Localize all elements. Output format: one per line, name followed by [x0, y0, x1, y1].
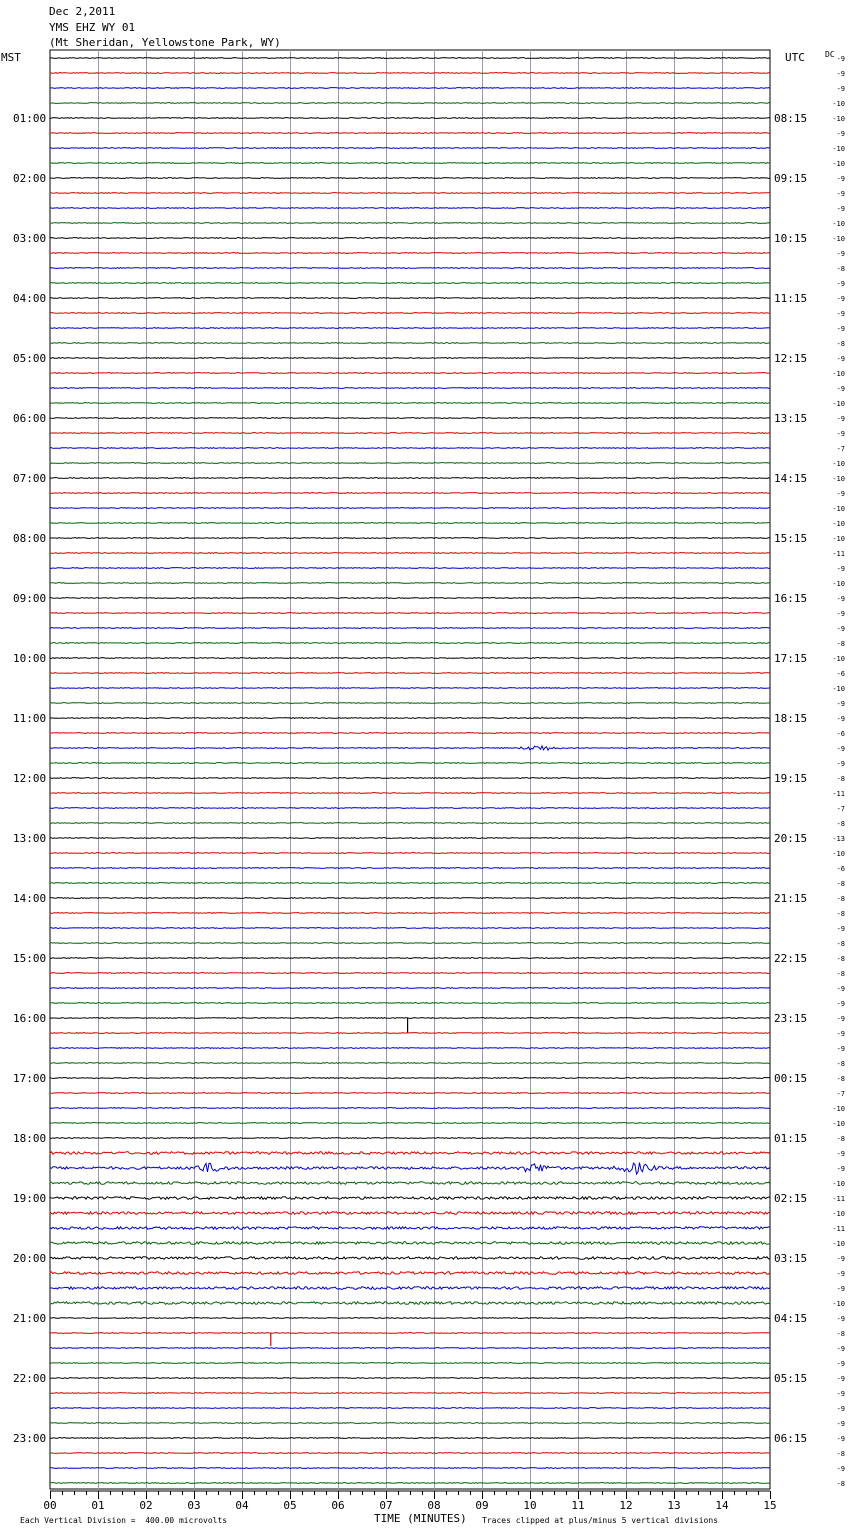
- trace-line: [50, 1423, 770, 1424]
- trace-line: [50, 988, 770, 989]
- dc-offset-label: -8: [836, 1060, 845, 1068]
- trace-line: [50, 373, 770, 374]
- dc-offset-label: -10: [832, 220, 845, 228]
- dc-offset-label: -9: [836, 250, 845, 258]
- hour-label-mst: 11:00: [13, 712, 47, 725]
- dc-offset-label: -10: [832, 1180, 845, 1188]
- trace-line: [50, 583, 770, 584]
- dc-offset-label: -9: [836, 1405, 845, 1413]
- dc-offset-label: -9: [836, 70, 845, 78]
- trace-line: [50, 898, 770, 899]
- x-tick-label: 05: [283, 1499, 297, 1512]
- trace-line: [50, 118, 770, 119]
- trace-line: [50, 178, 770, 179]
- hour-label-mst: 15:00: [13, 952, 47, 965]
- hour-label-mst: 22:00: [13, 1372, 47, 1385]
- dc-offset-label: -9: [836, 295, 845, 303]
- dc-offset-label: -10: [832, 370, 845, 378]
- dc-offset-label: -8: [836, 1075, 845, 1083]
- dc-offset-label: -9: [836, 700, 845, 708]
- dc-offset-label: -9: [836, 1000, 845, 1008]
- hour-label-utc: 09:15: [774, 172, 808, 185]
- dc-offset-label: -9: [836, 1045, 845, 1053]
- dc-offset-label: -10: [832, 1210, 845, 1218]
- dc-offset-label: -9: [836, 760, 845, 768]
- trace-line: [50, 688, 770, 689]
- hour-label-mst: 12:00: [13, 772, 47, 785]
- hour-label-mst: 06:00: [13, 412, 47, 425]
- dc-offset-label: -9: [836, 130, 845, 138]
- dc-offset-label: -9: [836, 745, 845, 753]
- trace-line: [50, 1108, 770, 1109]
- hour-label-utc: 08:15: [774, 112, 808, 125]
- dc-offset-label: -9: [836, 1420, 845, 1428]
- hour-label-mst: 07:00: [13, 472, 47, 485]
- dc-offset-label: -10: [832, 100, 845, 108]
- x-tick-label: 07: [379, 1499, 393, 1512]
- dc-offset-label: -9: [836, 85, 845, 93]
- dc-offset-label: -8: [836, 895, 845, 903]
- trace-line: [50, 1197, 770, 1200]
- hour-label-utc: 18:15: [774, 712, 808, 725]
- dc-offset-label: -11: [832, 1225, 845, 1233]
- dc-offset-label: -9: [836, 1150, 845, 1158]
- trace-line: [50, 883, 770, 884]
- hour-label-utc: 17:15: [774, 652, 808, 665]
- hour-label-utc: 01:15: [774, 1132, 808, 1145]
- dc-offset-label: -8: [836, 1330, 845, 1338]
- dc-offset-label: -10: [832, 520, 845, 528]
- hour-label-mst: 14:00: [13, 892, 47, 905]
- right-timezone: UTC: [785, 51, 805, 64]
- dc-offset-label: -6: [836, 730, 845, 738]
- hour-label-utc: 10:15: [774, 232, 808, 245]
- trace-line: [50, 808, 770, 809]
- trace-line: [50, 433, 770, 434]
- dc-offset-label: -9: [836, 190, 845, 198]
- dc-offset-label: -9: [836, 565, 845, 573]
- trace-line: [50, 523, 770, 524]
- station-code: YMS EHZ WY 01: [49, 21, 136, 34]
- dc-offset-label: -9: [836, 1270, 845, 1278]
- trace-line: [50, 208, 770, 209]
- trace-line: [50, 1483, 770, 1484]
- trace-line: [50, 193, 770, 194]
- dc-offset-label: -6: [836, 865, 845, 873]
- clip-note: Traces clipped at plus/minus 5 vertical divisions: [482, 1516, 719, 1525]
- trace-line: [50, 1272, 770, 1275]
- trace-line: [50, 388, 770, 389]
- dc-offset-label: -10: [832, 1120, 845, 1128]
- trace-line: [50, 1318, 770, 1319]
- hour-label-mst: 02:00: [13, 172, 47, 185]
- dc-offset-label: -9: [836, 1315, 845, 1323]
- dc-offset-label: -11: [832, 790, 845, 798]
- dc-offset-label: -11: [832, 1195, 845, 1203]
- dc-offset-label: -9: [836, 355, 845, 363]
- dc-offset-label: -10: [832, 235, 845, 243]
- trace-line: [50, 508, 770, 509]
- trace-line: [50, 1257, 770, 1260]
- dc-offset-label: -9: [836, 715, 845, 723]
- hour-label-mst: 09:00: [13, 592, 47, 605]
- trace-line: [50, 343, 770, 344]
- trace-line: [50, 1333, 770, 1334]
- dc-offset-label: -6: [836, 670, 845, 678]
- dc-offset-label: -9: [836, 985, 845, 993]
- trace-line: [50, 1408, 770, 1409]
- dc-offset-label: -10: [832, 850, 845, 858]
- trace-line: [50, 73, 770, 74]
- trace-line: [50, 238, 770, 239]
- trace-line: [50, 1348, 770, 1349]
- dc-offset-label: -9: [836, 1030, 845, 1038]
- dc-offset-label: -9: [836, 1285, 845, 1293]
- trace-line: [50, 268, 770, 269]
- trace-line: [50, 823, 770, 824]
- trace-line: [50, 493, 770, 494]
- trace-line: [50, 1138, 770, 1139]
- hour-label-mst: 05:00: [13, 352, 47, 365]
- trace-line: [50, 1123, 770, 1124]
- dc-offset-label: -9: [836, 385, 845, 393]
- dc-offset-label: -10: [832, 115, 845, 123]
- trace-line: [50, 1078, 770, 1079]
- dc-offset-label: -9: [836, 55, 845, 63]
- hour-label-mst: 04:00: [13, 292, 47, 305]
- trace-line: [50, 838, 770, 839]
- trace-line: [50, 88, 770, 89]
- trace-line: [50, 1438, 770, 1439]
- trace-line: [50, 1018, 770, 1019]
- hour-label-utc: 15:15: [774, 532, 808, 545]
- hour-label-utc: 04:15: [774, 1312, 808, 1325]
- hour-label-utc: 03:15: [774, 1252, 808, 1265]
- hour-label-utc: 00:15: [774, 1072, 808, 1085]
- trace-line: [50, 1033, 770, 1034]
- trace-line: [50, 778, 770, 779]
- hour-label-utc: 20:15: [774, 832, 808, 845]
- trace-line: [50, 868, 770, 869]
- x-tick-label: 14: [715, 1499, 729, 1512]
- dc-offset-label: -9: [836, 1255, 845, 1263]
- trace-line: [50, 793, 770, 794]
- trace-line: [50, 958, 770, 959]
- dc-offset-label: -9: [836, 430, 845, 438]
- hour-label-utc: 02:15: [774, 1192, 808, 1205]
- dc-offset-label: -8: [836, 265, 845, 273]
- dc-offset-label: -9: [836, 595, 845, 603]
- dc-label: DC: [825, 50, 835, 59]
- trace-line: [50, 1003, 770, 1004]
- hour-label-mst: 23:00: [13, 1432, 47, 1445]
- dc-offset-label: -10: [832, 160, 845, 168]
- trace-line: [50, 1378, 770, 1379]
- x-tick-label: 04: [235, 1499, 249, 1512]
- trace-line: [50, 313, 770, 314]
- trace-line: [50, 1152, 770, 1155]
- x-tick-label: 10: [523, 1499, 537, 1512]
- trace-line: [50, 283, 770, 284]
- trace-line: [50, 223, 770, 224]
- dc-offset-label: -9: [836, 1345, 845, 1353]
- dc-offset-label: -9: [836, 625, 845, 633]
- trace-line: [50, 328, 770, 329]
- x-tick-label: 09: [475, 1499, 489, 1512]
- trace-line: [50, 1212, 770, 1215]
- dc-offset-label: -10: [832, 505, 845, 513]
- trace-line: [50, 1302, 770, 1305]
- trace-line: [50, 703, 770, 704]
- hour-label-mst: 19:00: [13, 1192, 47, 1205]
- trace-line: [50, 448, 770, 449]
- dc-offset-label: -9: [836, 1375, 845, 1383]
- trace-line: [50, 1093, 770, 1094]
- dc-offset-label: -8: [836, 820, 845, 828]
- dc-offset-label: -10: [832, 1240, 845, 1248]
- trace-line: [50, 103, 770, 104]
- trace-line: [50, 1063, 770, 1064]
- trace-line: [50, 913, 770, 914]
- trace-line: [50, 148, 770, 149]
- hour-label-mst: 13:00: [13, 832, 47, 845]
- hour-label-utc: 06:15: [774, 1432, 808, 1445]
- hour-label-utc: 23:15: [774, 1012, 808, 1025]
- dc-offset-label: -9: [836, 205, 845, 213]
- x-tick-label: 01: [91, 1499, 105, 1512]
- trace-line: [50, 763, 770, 764]
- hour-label-utc: 19:15: [774, 772, 808, 785]
- trace-line: [50, 358, 770, 359]
- dc-offset-label: -8: [836, 880, 845, 888]
- dc-offset-label: -10: [832, 475, 845, 483]
- x-tick-label: 11: [571, 1499, 585, 1512]
- dc-offset-label: -9: [836, 1390, 845, 1398]
- trace-line: [50, 298, 770, 299]
- dc-offset-label: -9: [836, 610, 845, 618]
- dc-offset-label: -9: [836, 280, 845, 288]
- trace-line: [50, 658, 770, 659]
- hour-label-utc: 12:15: [774, 352, 808, 365]
- trace-line: [50, 973, 770, 974]
- dc-offset-label: -7: [836, 445, 845, 453]
- dc-offset-label: -9: [836, 1465, 845, 1473]
- trace-line: [50, 733, 770, 734]
- trace-line: [50, 853, 770, 854]
- hour-label-mst: 17:00: [13, 1072, 47, 1085]
- x-tick-label: 06: [331, 1499, 345, 1512]
- trace-line: [50, 538, 770, 539]
- dc-offset-label: -8: [836, 1480, 845, 1488]
- trace-line: [50, 1468, 770, 1469]
- dc-offset-label: -11: [832, 550, 845, 558]
- dc-offset-label: -8: [836, 1135, 845, 1143]
- trace-line: [50, 463, 770, 464]
- trace-line: [50, 1182, 770, 1185]
- hour-label-mst: 21:00: [13, 1312, 47, 1325]
- x-tick-label: 02: [139, 1499, 153, 1512]
- trace-line: [50, 628, 770, 629]
- trace-line: [50, 1163, 770, 1174]
- hour-label-mst: 20:00: [13, 1252, 47, 1265]
- hour-label-utc: 14:15: [774, 472, 808, 485]
- dc-offset-label: -10: [832, 400, 845, 408]
- dc-offset-label: -9: [836, 925, 845, 933]
- trace-line: [50, 1287, 770, 1290]
- hour-label-utc: 22:15: [774, 952, 808, 965]
- trace-line: [50, 478, 770, 479]
- dc-offset-label: -8: [836, 1450, 845, 1458]
- dc-offset-label: -9: [836, 175, 845, 183]
- hour-label-utc: 11:15: [774, 292, 808, 305]
- trace-line: [50, 1048, 770, 1049]
- trace-line: [50, 643, 770, 644]
- dc-offset-label: -10: [832, 145, 845, 153]
- x-tick-label: 12: [619, 1499, 633, 1512]
- x-tick-label: 00: [43, 1499, 57, 1512]
- trace-line: [50, 598, 770, 599]
- dc-offset-label: -8: [836, 775, 845, 783]
- hour-label-utc: 05:15: [774, 1372, 808, 1385]
- chart-date: Dec 2,2011: [49, 5, 116, 18]
- trace-line: [50, 163, 770, 164]
- trace-line: [50, 718, 770, 719]
- trace-line: [50, 568, 770, 569]
- dc-offset-label: -9: [836, 325, 845, 333]
- dc-offset-label: -10: [832, 460, 845, 468]
- trace-line: [50, 943, 770, 944]
- hour-label-mst: 16:00: [13, 1012, 47, 1025]
- trace-line: [50, 253, 770, 254]
- trace-line: [50, 418, 770, 419]
- dc-offset-label: -8: [836, 970, 845, 978]
- trace-line: [50, 746, 770, 750]
- dc-offset-label: -8: [836, 910, 845, 918]
- x-tick-label: 03: [187, 1499, 201, 1512]
- dc-offset-label: -8: [836, 940, 845, 948]
- dc-offset-label: -10: [832, 535, 845, 543]
- trace-line: [50, 1242, 770, 1245]
- dc-offset-label: -9: [836, 490, 845, 498]
- hour-label-mst: 08:00: [13, 532, 47, 545]
- x-tick-label: 13: [667, 1499, 681, 1512]
- hour-label-utc: 16:15: [774, 592, 808, 605]
- hour-label-mst: 10:00: [13, 652, 47, 665]
- trace-line: [50, 1227, 770, 1230]
- trace-line: [50, 553, 770, 554]
- scale-note: Each Vertical Division = 400.00 microvolts: [20, 1516, 228, 1525]
- dc-offset-label: -9: [836, 1165, 845, 1173]
- dc-offset-label: -9: [836, 310, 845, 318]
- station-location: (Mt Sheridan, Yellowstone Park, WY): [49, 36, 281, 49]
- hour-label-utc: 21:15: [774, 892, 808, 905]
- dc-offset-label: -10: [832, 1105, 845, 1113]
- dc-offset-label: -8: [836, 340, 845, 348]
- trace-line: [50, 1453, 770, 1454]
- dc-offset-label: -9: [836, 415, 845, 423]
- dc-offset-label: -9: [836, 1360, 845, 1368]
- dc-offset-label: -9: [836, 1015, 845, 1023]
- dc-offset-label: -13: [832, 835, 845, 843]
- trace-line: [50, 403, 770, 404]
- hour-label-mst: 01:00: [13, 112, 47, 125]
- dc-offset-label: -7: [836, 805, 845, 813]
- trace-line: [50, 58, 770, 59]
- dc-offset-label: -10: [832, 580, 845, 588]
- x-tick-label: 15: [763, 1499, 777, 1512]
- trace-line: [50, 928, 770, 929]
- hour-label-mst: 03:00: [13, 232, 47, 245]
- trace-line: [50, 1393, 770, 1394]
- x-tick-label: 08: [427, 1499, 441, 1512]
- hour-label-mst: 18:00: [13, 1132, 47, 1145]
- dc-offset-label: -10: [832, 655, 845, 663]
- hour-label-utc: 13:15: [774, 412, 808, 425]
- x-axis-title: TIME (MINUTES): [374, 1512, 467, 1525]
- left-timezone: MST: [1, 51, 21, 64]
- trace-line: [50, 613, 770, 614]
- dc-offset-label: -8: [836, 640, 845, 648]
- trace-line: [50, 133, 770, 134]
- dc-offset-label: -9: [836, 1435, 845, 1443]
- dc-offset-label: -10: [832, 1300, 845, 1308]
- dc-offset-label: -10: [832, 685, 845, 693]
- trace-line: [50, 673, 770, 674]
- trace-line: [50, 1363, 770, 1364]
- dc-offset-label: -7: [836, 1090, 845, 1098]
- dc-offset-label: -8: [836, 955, 845, 963]
